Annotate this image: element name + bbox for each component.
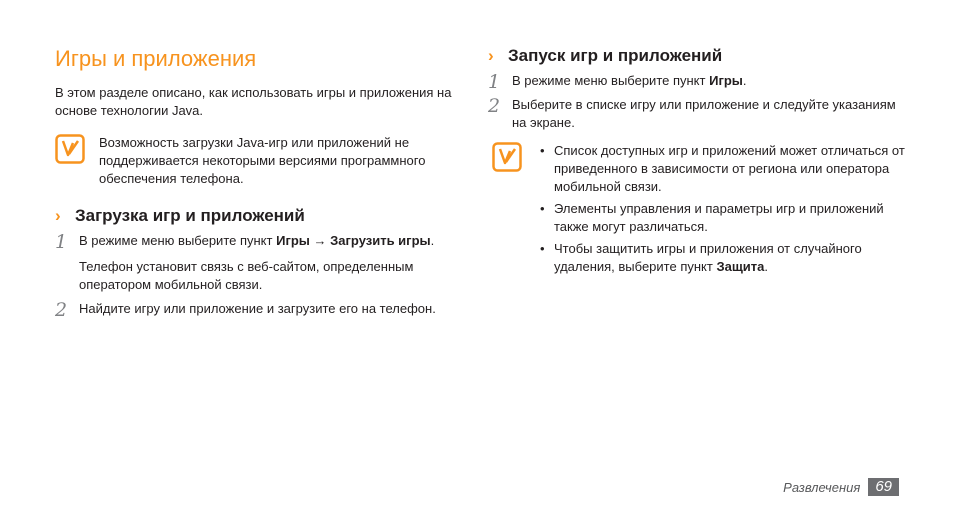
list-item <box>540 142 908 196</box>
menu-item-protect: Защита <box>716 259 765 274</box>
bullet-icon: • <box>540 143 545 158</box>
step-number: 1 <box>55 231 68 253</box>
launch-step-2 <box>488 96 908 132</box>
section-launch-heading <box>488 46 908 66</box>
download-step-1 <box>55 232 465 252</box>
note-pencil-icon <box>492 142 522 172</box>
arrow-text: → <box>309 233 331 248</box>
bullet-icon: • <box>540 201 545 216</box>
note-bullet-list <box>540 142 908 280</box>
note-left <box>55 134 465 188</box>
page-number: 69 <box>868 478 899 496</box>
page-title: Игры и приложения <box>55 46 257 71</box>
bullet-text-post: . <box>764 259 769 274</box>
list-item <box>540 240 908 276</box>
note-left-text: Возможность загрузки Java-игр или приложений не поддерживается некоторыми версиями программного обеспечения телефона. <box>99 135 426 186</box>
intro-text: В этом разделе описано, как использовать игры и приложения на основе технологии Java. <box>55 85 452 118</box>
bullet-text: Элементы управления и параметры игр и приложений также могут различаться. <box>554 201 884 234</box>
step-text-post: . <box>430 233 435 248</box>
bullet-text <box>554 240 908 276</box>
step-number: 2 <box>488 95 501 117</box>
page-footer <box>783 478 899 496</box>
chevron-right-icon: › <box>55 206 61 225</box>
step-text: Выберите в списке игру или приложение и следуйте указаниям на экране. <box>512 97 896 130</box>
note-pencil-icon <box>55 134 85 164</box>
list-item <box>540 200 908 236</box>
menu-item-games: Игры <box>709 73 743 88</box>
menu-item-games: Игры <box>276 233 310 248</box>
section-launch-title: Запуск игр и приложений <box>508 46 723 65</box>
step-text: Найдите игру или приложение и загрузите его на телефон. <box>79 301 436 316</box>
step-text-pre: В режиме меню выберите пункт <box>512 73 710 88</box>
step-text-post: . <box>742 73 747 88</box>
footer-section-label: Развлечения <box>783 479 861 495</box>
menu-item-download-games: Загрузить игры <box>330 233 431 248</box>
note-right <box>488 142 908 280</box>
launch-step-1 <box>488 72 908 92</box>
step-text <box>79 232 434 252</box>
bullet-text-pre: Чтобы защитить игры и приложения от случайного удаления, выберите пункт <box>554 241 862 274</box>
right-column <box>488 40 908 280</box>
step-text <box>512 72 747 92</box>
download-step-1-sub: Телефон установит связь с веб-сайтом, определенным оператором мобильной связи. <box>79 259 414 292</box>
left-column <box>55 40 465 324</box>
bullet-icon: • <box>540 241 545 256</box>
bullet-text: Список доступных игр и приложений может отличаться от приведенного в зависимости от региона или оператора мобильной связи. <box>554 143 905 194</box>
chevron-right-icon: › <box>488 46 494 65</box>
step-text-pre: В режиме меню выберите пункт <box>79 233 277 248</box>
download-step-2 <box>55 300 465 320</box>
step-number: 2 <box>55 299 68 321</box>
section-download-title: Загрузка игр и приложений <box>75 206 305 225</box>
section-download-heading <box>55 206 465 226</box>
step-number: 1 <box>488 71 501 93</box>
